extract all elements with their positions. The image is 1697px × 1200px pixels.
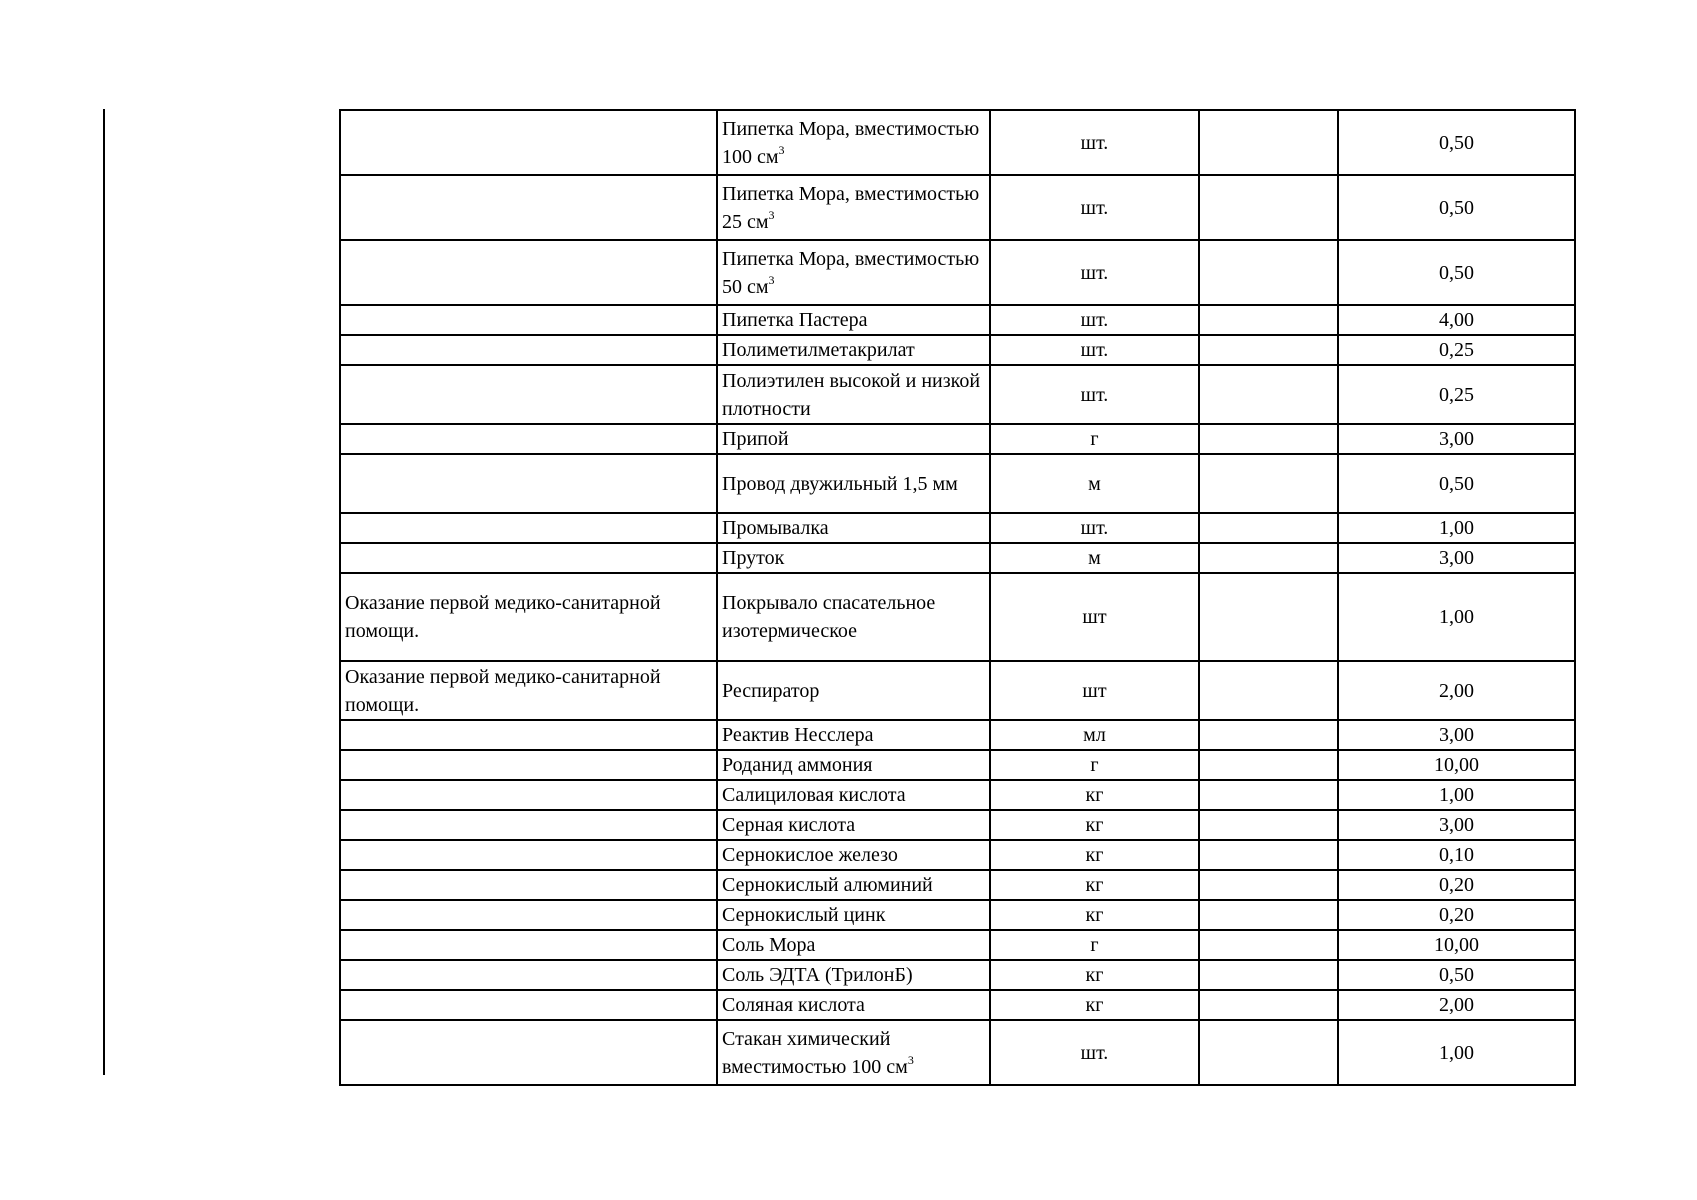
table-row: [340, 930, 1575, 960]
quantity-cell-text: 1,00: [1439, 784, 1474, 806]
section-cell: [340, 110, 717, 175]
empty-cell: [1199, 870, 1338, 900]
quantity-cell-text: 1,00: [1439, 606, 1474, 628]
unit-cell-text: кг: [1085, 814, 1104, 836]
table-row: [340, 240, 1575, 305]
table-row: [340, 335, 1575, 365]
unit-cell-text: шт.: [1080, 517, 1109, 539]
item-name-cell-text: Респиратор: [722, 679, 820, 702]
section-cell: [340, 513, 717, 543]
quantity-cell: [1338, 513, 1575, 543]
section-cell: [340, 900, 717, 930]
unit-cell: [990, 365, 1199, 424]
unit-cell: [990, 573, 1199, 661]
quantity-cell: [1338, 573, 1575, 661]
empty-cell: [1199, 930, 1338, 960]
unit-cell: [990, 661, 1199, 720]
unit-cell: [990, 960, 1199, 990]
unit-cell: [990, 930, 1199, 960]
item-name-cell-text: Стакан химический вместимостью 100 см: [722, 1027, 908, 1078]
section-cell: [340, 780, 717, 810]
item-name-cell-text: Соль Мора: [722, 934, 816, 956]
quantity-cell-text: 0,10: [1439, 844, 1474, 866]
table-row: [340, 175, 1575, 240]
quantity-cell: [1338, 720, 1575, 750]
table-row: [340, 720, 1575, 750]
section-cell: [340, 1020, 717, 1085]
table-row: [340, 454, 1575, 513]
item-name-cell: [717, 720, 990, 750]
unit-cell: [990, 543, 1199, 573]
section-cell: [340, 454, 717, 513]
section-cell: [340, 424, 717, 454]
unit-cell: [990, 454, 1199, 513]
empty-cell: [1199, 175, 1338, 240]
item-name-cell: [717, 810, 990, 840]
item-name-cell: [717, 454, 990, 513]
item-name-cell: [717, 930, 990, 960]
quantity-cell-text: 0,50: [1439, 964, 1474, 986]
quantity-cell: [1338, 110, 1575, 175]
empty-cell: [1199, 454, 1338, 513]
section-cell-text: Оказание первой медико-санитарной помощи.: [345, 665, 661, 716]
unit-cell: [990, 240, 1199, 305]
empty-cell: [1199, 780, 1338, 810]
item-name-cell-text: Пруток: [722, 547, 785, 569]
superscript-exponent: 3: [768, 207, 775, 222]
table-row: [340, 900, 1575, 930]
materials-table: [339, 109, 1576, 1086]
quantity-cell: [1338, 335, 1575, 365]
table-row: [340, 543, 1575, 573]
item-name-cell: [717, 573, 990, 661]
unit-cell-text: шт.: [1080, 196, 1109, 219]
item-name-cell: [717, 990, 990, 1020]
quantity-cell-text: 2,00: [1439, 994, 1474, 1016]
unit-cell-text: шт.: [1080, 261, 1109, 284]
item-name-cell: [717, 661, 990, 720]
section-cell: [340, 810, 717, 840]
section-cell-text: Оказание первой медико-санитарной помощи.: [345, 592, 661, 642]
unit-cell-text: шт.: [1080, 339, 1109, 361]
quantity-cell-text: 0,50: [1439, 472, 1474, 495]
unit-cell-text: кг: [1085, 964, 1104, 986]
unit-cell: [990, 870, 1199, 900]
quantity-cell: [1338, 424, 1575, 454]
item-name-cell: [717, 840, 990, 870]
unit-cell: [990, 335, 1199, 365]
empty-cell: [1199, 900, 1338, 930]
section-cell: [340, 840, 717, 870]
quantity-cell-text: 10,00: [1434, 754, 1479, 776]
unit-cell: [990, 424, 1199, 454]
unit-cell: [990, 900, 1199, 930]
quantity-cell-text: 3,00: [1439, 428, 1474, 450]
item-name-cell: [717, 240, 990, 305]
section-cell: [340, 990, 717, 1020]
item-name-cell: [717, 305, 990, 335]
quantity-cell: [1338, 900, 1575, 930]
item-name-cell-text: Сернокислое железо: [722, 844, 898, 866]
table-row: [340, 365, 1575, 424]
item-name-cell: [717, 424, 990, 454]
item-name-cell-text: Пипетка Мора, вместимостью 50 см: [722, 247, 980, 298]
empty-cell: [1199, 960, 1338, 990]
item-name-cell-text: Реактив Несслера: [722, 724, 874, 746]
item-name-cell-text: Соль ЭДТА (ТрилонБ): [722, 964, 913, 986]
item-name-cell: [717, 110, 990, 175]
table-row: [340, 513, 1575, 543]
table-row: [340, 661, 1575, 720]
quantity-cell-text: 0,20: [1439, 904, 1474, 926]
unit-cell-text: кг: [1085, 994, 1104, 1016]
quantity-cell: [1338, 840, 1575, 870]
unit-cell-text: м: [1088, 472, 1101, 495]
table-row: [340, 990, 1575, 1020]
quantity-cell: [1338, 780, 1575, 810]
section-cell: [340, 175, 717, 240]
item-name-cell-text: Соляная кислота: [722, 994, 865, 1016]
item-name-cell: [717, 175, 990, 240]
table-row: [340, 750, 1575, 780]
item-name-cell-text: Роданид аммония: [722, 754, 873, 776]
unit-cell: [990, 1020, 1199, 1085]
item-name-cell-text: Сернокислый цинк: [722, 904, 886, 926]
item-name-cell-text: Полиэтилен высокой и низкой плотности: [722, 369, 981, 420]
section-cell: [340, 573, 717, 661]
section-cell: [340, 240, 717, 305]
quantity-cell-text: 0,25: [1439, 339, 1474, 361]
section-cell: [340, 960, 717, 990]
superscript-exponent: 3: [907, 1052, 914, 1067]
section-cell: [340, 720, 717, 750]
unit-cell-text: кг: [1085, 784, 1104, 806]
table-row: [340, 110, 1575, 175]
quantity-cell: [1338, 661, 1575, 720]
empty-cell: [1199, 335, 1338, 365]
table-row: [340, 573, 1575, 661]
empty-cell: [1199, 1020, 1338, 1085]
section-cell: [340, 335, 717, 365]
table-row: [340, 780, 1575, 810]
empty-cell: [1199, 110, 1338, 175]
materials-table-body: [340, 110, 1575, 1085]
quantity-cell: [1338, 454, 1575, 513]
unit-cell-text: шт.: [1080, 383, 1109, 406]
quantity-cell-text: 0,50: [1439, 261, 1474, 284]
quantity-cell-text: 10,00: [1434, 934, 1479, 956]
quantity-cell-text: 2,00: [1439, 679, 1474, 702]
table-row: [340, 960, 1575, 990]
item-name-cell: [717, 870, 990, 900]
quantity-cell: [1338, 870, 1575, 900]
table-row: [340, 840, 1575, 870]
quantity-cell-text: 0,50: [1439, 131, 1474, 154]
empty-cell: [1199, 240, 1338, 305]
section-cell: [340, 930, 717, 960]
unit-cell: [990, 840, 1199, 870]
empty-cell: [1199, 573, 1338, 661]
quantity-cell: [1338, 175, 1575, 240]
item-name-cell-text: Пипетка Мора, вместимостью 25 см: [722, 182, 980, 233]
unit-cell: [990, 720, 1199, 750]
unit-cell-text: шт: [1082, 679, 1107, 702]
unit-cell-text: г: [1090, 934, 1099, 956]
item-name-cell-text: Покрывало спасательное изотермическое: [722, 592, 936, 642]
unit-cell-text: г: [1090, 428, 1099, 450]
item-name-cell: [717, 513, 990, 543]
section-cell: [340, 365, 717, 424]
quantity-cell-text: 4,00: [1439, 309, 1474, 331]
item-name-cell: [717, 960, 990, 990]
quantity-cell: [1338, 1020, 1575, 1085]
quantity-cell: [1338, 930, 1575, 960]
unit-cell: [990, 513, 1199, 543]
unit-cell: [990, 780, 1199, 810]
item-name-cell-text: Пипетка Мора, вместимостью 100 см: [722, 117, 980, 168]
table-row: [340, 810, 1575, 840]
empty-cell: [1199, 513, 1338, 543]
item-name-cell: [717, 900, 990, 930]
unit-cell: [990, 750, 1199, 780]
empty-cell: [1199, 305, 1338, 335]
item-name-cell-text: Припой: [722, 428, 789, 450]
section-cell: [340, 750, 717, 780]
quantity-cell: [1338, 240, 1575, 305]
quantity-cell-text: 3,00: [1439, 724, 1474, 746]
item-name-cell: [717, 543, 990, 573]
quantity-cell-text: 0,50: [1439, 196, 1474, 219]
quantity-cell: [1338, 543, 1575, 573]
unit-cell: [990, 305, 1199, 335]
quantity-cell-text: 3,00: [1439, 547, 1474, 569]
table-row: [340, 305, 1575, 335]
section-cell: [340, 870, 717, 900]
unit-cell-text: м: [1088, 547, 1101, 569]
quantity-cell: [1338, 960, 1575, 990]
unit-cell-text: шт.: [1080, 309, 1109, 331]
item-name-cell-text: Промывалка: [722, 517, 829, 539]
unit-cell: [990, 175, 1199, 240]
section-cell: [340, 305, 717, 335]
item-name-cell-text: Полиметилметакрилат: [722, 339, 915, 361]
empty-cell: [1199, 424, 1338, 454]
quantity-cell-text: 1,00: [1439, 517, 1474, 539]
superscript-exponent: 3: [768, 272, 775, 287]
section-cell: [340, 661, 717, 720]
quantity-cell-text: 0,20: [1439, 874, 1474, 896]
unit-cell-text: г: [1090, 754, 1099, 776]
table-row: [340, 424, 1575, 454]
table-row: [340, 1020, 1575, 1085]
empty-cell: [1199, 750, 1338, 780]
empty-cell: [1199, 365, 1338, 424]
empty-cell: [1199, 543, 1338, 573]
unit-cell-text: кг: [1085, 874, 1104, 896]
item-name-cell: [717, 780, 990, 810]
quantity-cell: [1338, 750, 1575, 780]
empty-cell: [1199, 990, 1338, 1020]
quantity-cell-text: 1,00: [1439, 1041, 1474, 1064]
item-name-cell: [717, 335, 990, 365]
unit-cell-text: кг: [1085, 844, 1104, 866]
item-name-cell-text: Салициловая кислота: [722, 784, 906, 806]
unit-cell-text: кг: [1085, 904, 1104, 926]
item-name-cell-text: Сернокислый алюминий: [722, 874, 933, 896]
quantity-cell: [1338, 305, 1575, 335]
empty-cell: [1199, 840, 1338, 870]
item-name-cell: [717, 750, 990, 780]
superscript-exponent: 3: [778, 142, 785, 157]
quantity-cell: [1338, 810, 1575, 840]
unit-cell: [990, 110, 1199, 175]
item-name-cell-text: Провод двужильный 1,5 мм: [722, 472, 958, 495]
section-cell: [340, 543, 717, 573]
item-name-cell-text: Пипетка Пастера: [722, 309, 868, 331]
unit-cell: [990, 810, 1199, 840]
unit-cell-text: шт.: [1080, 1041, 1109, 1064]
left-margin-line: [103, 109, 105, 1075]
quantity-cell-text: 0,25: [1439, 383, 1474, 406]
unit-cell-text: шт.: [1080, 131, 1109, 154]
unit-cell-text: мл: [1083, 724, 1106, 746]
table-row: [340, 870, 1575, 900]
empty-cell: [1199, 810, 1338, 840]
quantity-cell: [1338, 365, 1575, 424]
item-name-cell-text: Серная кислота: [722, 814, 856, 836]
unit-cell: [990, 990, 1199, 1020]
item-name-cell: [717, 365, 990, 424]
quantity-cell-text: 3,00: [1439, 814, 1474, 836]
empty-cell: [1199, 720, 1338, 750]
item-name-cell: [717, 1020, 990, 1085]
quantity-cell: [1338, 990, 1575, 1020]
unit-cell-text: шт: [1082, 606, 1107, 628]
empty-cell: [1199, 661, 1338, 720]
